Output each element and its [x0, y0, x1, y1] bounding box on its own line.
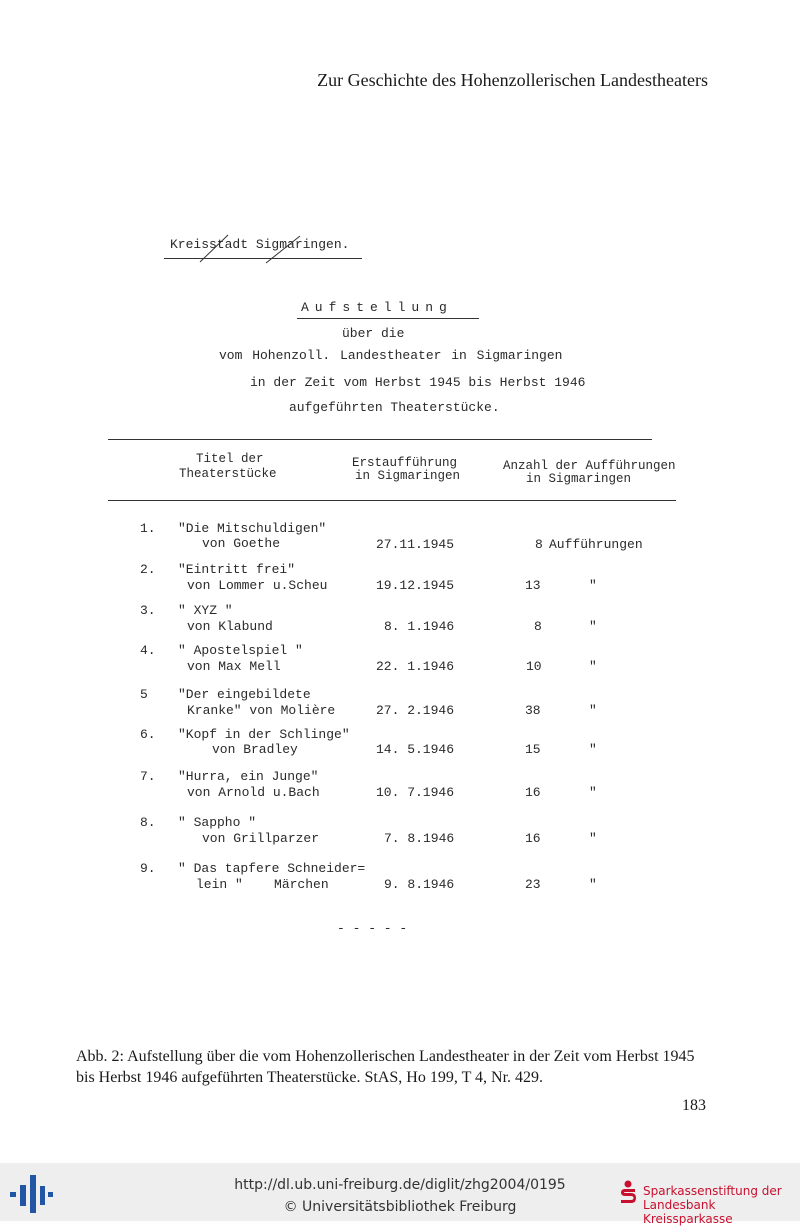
row-author: von Max Mell: [187, 659, 281, 674]
row-title: "Hurra, ein Junge": [178, 769, 319, 784]
row-author: von Arnold u.Bach: [187, 785, 320, 800]
row-num: 1.: [140, 521, 156, 536]
table-top-rule: [108, 439, 652, 440]
row-ditto: ": [589, 703, 597, 718]
col-header-premiere-1: Erstaufführung: [352, 456, 458, 470]
col-header-count-2: in Sigmaringen: [526, 472, 632, 486]
district-line: Kreisstadt Sigmaringen.: [170, 237, 350, 252]
row-count: 15: [525, 742, 541, 757]
sponsor-text: [643, 1184, 800, 1226]
intro-line-1: über die: [342, 326, 405, 341]
row-date: 27. 2.1946: [376, 703, 455, 718]
row-num: 7.: [140, 769, 156, 784]
row-num: 2.: [140, 562, 156, 577]
row-date: 14. 5.1946: [376, 742, 455, 757]
row-ditto: ": [589, 742, 597, 757]
end-mark: - - - - -: [337, 921, 408, 936]
row-ditto: Aufführungen: [549, 537, 643, 552]
table-header-rule: [108, 500, 676, 501]
strike-marks: [196, 232, 306, 266]
row-num: 3.: [140, 603, 156, 618]
row-title: "Kopf in der Schlinge": [178, 727, 350, 742]
col-header-title-2: Theaterstücke: [179, 467, 277, 481]
row-title: " Sappho ": [178, 815, 257, 830]
row-title: " Das tapfere Schneider=: [178, 861, 366, 876]
row-count: 23: [525, 877, 541, 892]
row-count: 10: [526, 659, 542, 674]
col-header-premiere-2: in Sigmaringen: [355, 469, 461, 483]
sponsor-line-1: Sparkassenstiftung der: [643, 1184, 782, 1198]
running-head: Zur Geschichte des Hohenzollerischen Landestheaters: [317, 70, 708, 90]
row-author: von Klabund: [187, 619, 273, 634]
sparkasse-logo-icon: [619, 1180, 637, 1204]
row-author: Kranke" von Molière: [187, 703, 336, 718]
sponsor-line-2: Landesbank Kreissparkasse: [643, 1198, 733, 1226]
row-count: 16: [525, 785, 541, 800]
row-date: 27.11.1945: [376, 537, 455, 552]
intro-line-2: vom Hohenzoll. Landestheater in Sigmaringen: [219, 348, 563, 363]
row-date: 8. 1.1946: [384, 619, 455, 634]
row-title: " XYZ ": [178, 603, 233, 618]
row-count: 16: [525, 831, 541, 846]
row-ditto: ": [589, 877, 597, 892]
row-author: lein " Märchen: [196, 877, 329, 892]
row-num: 4.: [140, 643, 156, 658]
row-title: "Eintritt frei": [178, 562, 296, 577]
row-date: 22. 1.1946: [376, 659, 455, 674]
row-author: von Goethe: [202, 536, 281, 551]
row-ditto: ": [589, 831, 597, 846]
row-count: 8: [534, 619, 542, 634]
row-ditto: ": [589, 659, 597, 674]
row-author: von Bradley: [212, 742, 298, 757]
row-title: "Der eingebildete: [178, 687, 311, 702]
heading-underline: [297, 318, 479, 319]
row-count: 38: [525, 703, 541, 718]
row-num: 8.: [140, 815, 156, 830]
source-url-link[interactable]: http://dl.ub.uni-freiburg.de/diglit/zhg2004/0195: [234, 1177, 566, 1193]
page-number: 183: [682, 1097, 706, 1114]
row-count: 8: [535, 537, 543, 552]
figure-caption: Abb. 2: Aufstellung über die vom Hohenzollerischen Landestheater in der Zeit vom Herbst 1945 bis Herbst 1946 aufgeführten Theaterstücke. StAS, Ho 199, T 4, Nr. 429.: [76, 1048, 695, 1086]
intro-line-3: in der Zeit vom Herbst 1945 bis Herbst 1946: [250, 375, 586, 390]
row-author: von Lommer u.Scheu: [187, 578, 328, 593]
row-num: 5: [140, 687, 148, 702]
col-header-title-1: Titel der: [196, 452, 264, 466]
row-date: 9. 8.1946: [384, 877, 455, 892]
heading: Aufstellung: [301, 300, 453, 315]
row-date: 7. 8.1946: [384, 831, 455, 846]
row-date: 10. 7.1946: [376, 785, 455, 800]
footer-bar: [0, 1163, 800, 1226]
row-title: " Apostelspiel ": [178, 643, 303, 658]
copyright-text: © Universitätsbibliothek Freiburg: [283, 1199, 517, 1215]
col-header-count-1: Anzahl der Aufführungen: [503, 459, 676, 473]
row-date: 19.12.1945: [376, 578, 455, 593]
row-ditto: ": [589, 619, 597, 634]
row-count: 13: [525, 578, 541, 593]
intro-line-4: aufgeführten Theaterstücke.: [289, 400, 500, 415]
row-num: 6.: [140, 727, 156, 742]
row-num: 9.: [140, 861, 156, 876]
row-ditto: ": [589, 578, 597, 593]
row-author: von Grillparzer: [202, 831, 320, 846]
row-title: "Die Mitschuldigen": [178, 521, 327, 536]
row-ditto: ": [589, 785, 597, 800]
